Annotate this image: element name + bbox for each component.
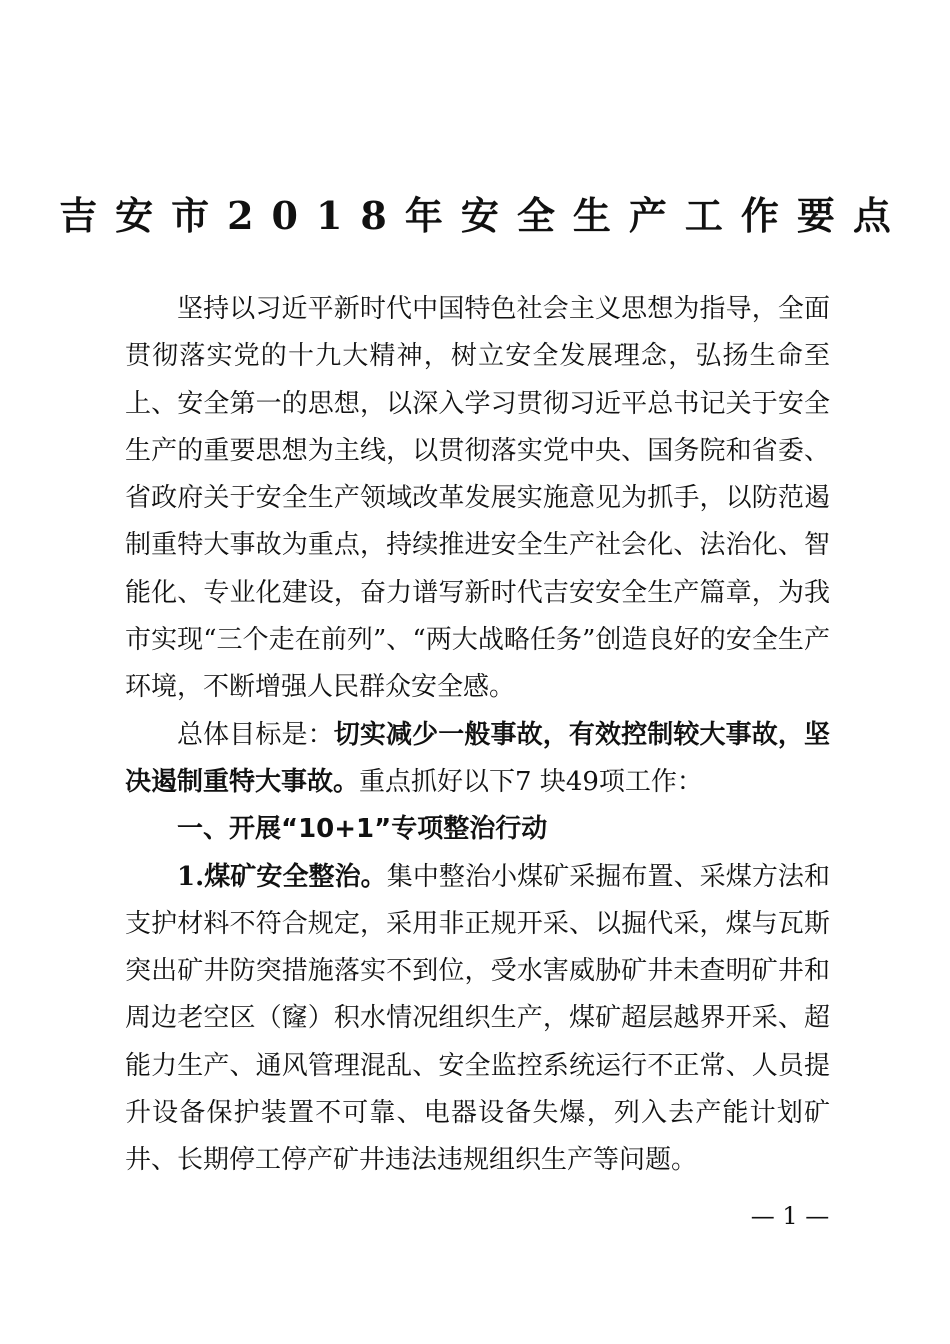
document-title: 吉安市2018年安全生产工作要点	[59, 193, 909, 238]
document-body	[125, 286, 830, 1185]
goal-prefix: 总体目标是：	[177, 719, 334, 750]
goal-bold-text: 切实减少一般事故，有效控制较大事故，坚决遏制重特大事故。	[125, 719, 830, 797]
goal-suffix: 重点抓好以下7 块49项工作：	[359, 766, 703, 797]
goal-paragraph	[125, 712, 830, 807]
item-1-paragraph	[125, 854, 830, 1185]
section-heading-1: 一、开展“10+1”专项整治行动	[177, 814, 548, 845]
item-1-text: 集中整治小煤矿采掘布置、采煤方法和支护材料不符合规定，采用非正规开采、以掘代采，煤与瓦斯突出矿井防突措施落实不到位，受水害威胁矿井未查明矿井和周边老空区（窿）积水情况组织生产，煤矿超层越界开采、超能力生产、通风管理混乱、安全监控系统运行不正常、人员提升设备保护装置不可靠、电器设备失爆，列入去产能计划矿井、长期停工停产矿井违法违规组织生产等问题。	[125, 861, 830, 1176]
item-1-title: 1.煤矿安全整治。	[177, 861, 387, 892]
page-number: — 1 —	[750, 1202, 830, 1230]
intro-paragraph: 坚持以习近平新时代中国特色社会主义思想为指导，全面贯彻落实党的十九大精神，树立安全发展理念，弘扬生命至上、安全第一的思想，以深入学习贯彻习近平总书记关于安全生产的重要思想为主线，以贯彻落实党中央、国务院和省委、省政府关于安全生产领域改革发展实施意见为抓手，以防范遏制重特大事故为重点，持续推进安全生产社会化、法治化、智能化、专业化建设，奋力谱写新时代吉安安全生产篇章，为我市实现“三个走在前列”、“两大战略任务”创造良好的安全生产环境，不断增强人民群众安全感。	[125, 294, 830, 703]
